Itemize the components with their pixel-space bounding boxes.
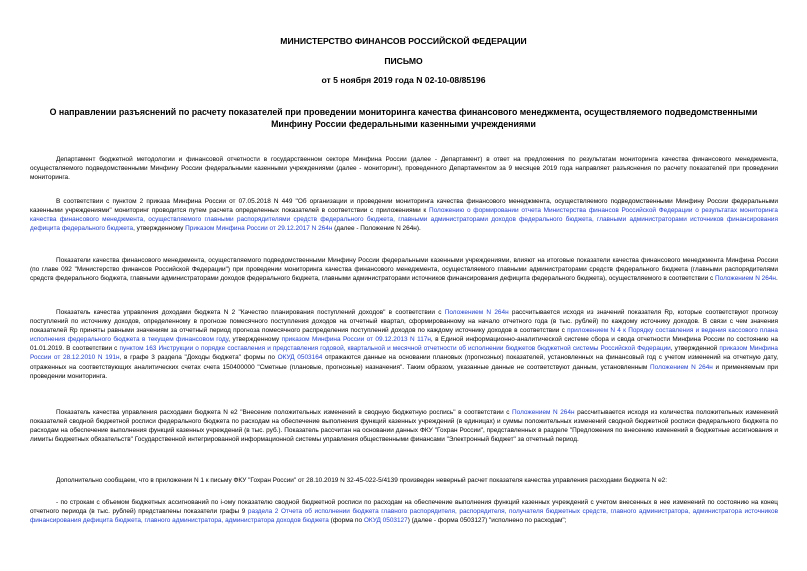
paragraph-text: рассчитывается исходя из значений показателя Rp, которые соответствуют прогнозу поступлений по источнику доходов, определенному в прогнозе помесячного поступления доходов на отчетный квартал, сформированному на начало отчетного года (в тыс. рублей) по каждому источнику доходов. В связи с чем значения показателей Rp приняты равными значениям за отчетный период прогноза помесячного распределения поступлений доходов по каждому источнику доходов в соответствии с: [30, 309, 779, 335]
paragraph-indicators: [30, 256, 778, 283]
ministry-heading: МИНИСТЕРСТВО ФИНАНСОВ РОССИЙСКОЙ ФЕДЕРАЦИИ: [280, 36, 527, 46]
paragraph-text: В соответствии с пунктом 2 приказа Минфина России от 07.05.2018 N 449 "Об организации и проведении мониторинга качества финансового менеджмента, осуществляемого подведомственными Минфину России федеральными казенными учреждениями" мониторинг проводится путем расчета определенных показателей в соответствии с приложениями к: [30, 198, 778, 215]
paragraph-text: , утвержденному: [133, 225, 186, 233]
link-regulation-264n[interactable]: Положением N 264н: [444, 309, 509, 316]
link-okud-0503127[interactable]: ОКУД 0503127: [363, 517, 408, 525]
link-order-117n[interactable]: приказом Минфина России от 09.12.2013 N 117н: [281, 336, 431, 344]
link-order-191n[interactable]: приказом Минфина России от 28.12.2010 N 191н: [30, 345, 778, 362]
paragraph-additional: [30, 476, 778, 485]
link-okud-0503164[interactable]: ОКУД 0503164: [277, 354, 323, 362]
paragraph-text: , в Единой информационно-аналитической системе сбора и свода отчетности Минфина России по состоянию на 01.01.2019. В соответствии с: [30, 336, 778, 353]
link-item-163[interactable]: пунктом 163 Инструкции о порядке составления и представления годовой, квартальной и месячной отчетности об исполнении бюджетов бюджетной системы Российской Федерации: [119, 345, 671, 353]
paragraph-text: , в графе 3 раздела "Доходы бюджета" формы по: [119, 354, 278, 362]
paragraph-text: .: [775, 275, 778, 283]
link-order-264n[interactable]: Приказом Минфина России от 29.12.2017 N 264н: [185, 225, 333, 233]
paragraph-revenue-indicator: [30, 308, 778, 381]
paragraph-expense-indicator: [30, 408, 778, 444]
paragraph-text: и применяемым при проведении мониторинга.: [30, 363, 778, 380]
paragraph-text: - по строкам с объемом бюджетных ассигнований по i-ому показателю сводной бюджетной росписи по расходам на обеспечение выполнения функций казенных учреждений с учетом внесенных в нее изменений по состоянию на конец отчетного периода (в тыс. рублей) представлены показатели графы 9: [30, 499, 778, 516]
link-section-2-report[interactable]: раздела 2 Отчета об исполнении бюджета главного распорядителя, распорядителя, получателя бюджетных средств, главного администратора, администратора источников финансирования дефицита бюджета, главного администратора, администратора доходов бюджета: [30, 508, 778, 525]
paragraph-text: (форма по: [328, 517, 364, 525]
paragraph-text: , утвержденному: [228, 336, 282, 344]
paragraph-list-item: [30, 498, 778, 525]
paragraph-text: Департамент бюджетной методологии и финансовой отчетности в государственном секторе Минфина России (далее - Департамент) в ответ на предложения по результатам мониторинга качества финансового менеджмента, осуществляемого подведомственными Минфину России федеральными казенными учреждениями (далее - мониторинг), проведенного Департаментом за 9 месяцев 2019 года направляет разъяснения по расчету показателей при проведении мониторинга.: [30, 156, 778, 182]
document-title: О направлении разъяснений по расчету показателей при проведении мониторинга качества финансового менеджмента, осуществляемого подведомственными Минфину России федеральными казенными учреждениями: [49, 107, 758, 129]
paragraph-text: рассчитывается исходя из количества положительных изменений показателей сводной бюджетной росписи федерального бюджета по расходам на обеспечение выполнения функций казенных учреждений (в единицах) и суммы положительных изменений сводной бюджетной росписи федерального бюджета по расходам на обеспечение выполнения функций казенных учреждений (в тыс. руб.). Показатель рассчитан на основании данных ФКУ "Гохран России", представленных в разделе "Предложения по внесению изменений в бюджетные ассигнования и лимиты бюджетных обязательств" Государственной интегрированной информационной системы управления общественными финансами "Электронный бюджет" за отчетный период.: [30, 409, 778, 444]
link-regulation-264n[interactable]: Положением N 264н: [650, 363, 713, 371]
document-type-heading: ПИСЬМО: [384, 56, 423, 66]
paragraph-text: Показатели качества финансового менеджмента, осуществляемого подведомственными Минфину России федеральными казенными учреждениями, влияют на итоговые показатели качества финансового менеджмента Минфина России (по главе 092 "Министерство финансов Российской Федерации") при проведении мониторинга качества финансового менеджмента, осуществляемого главными администраторами средств федерального бюджета (главными распорядителями средств федерального бюджета, главными администраторами доходов федерального бюджета, главными администраторами источников финансирования дефицита федерального бюджета), осуществляемого в соответствии с: [30, 257, 778, 283]
link-regulation-report[interactable]: Положению о формировании отчета Министерства финансов Российской Федерации о результатах мониторинга качества финансового менеджмента, осуществляемого главными распорядителями средств федерального бюджета, главными администраторами доходов федерального бюджета, главными администраторами источников финансирования дефицита федерального бюджета: [30, 207, 778, 233]
paragraph-text: Показатель качества управления доходами бюджета N 2 "Качество планирования поступлений доходов" в соответствии с: [56, 309, 445, 316]
link-regulation-264n[interactable]: Положением N 264н: [512, 409, 575, 416]
link-appendix-4[interactable]: приложением N 4 к Порядку составления и ведения кассового плана исполнения федерального бюджета в текущем финансовом году: [30, 327, 778, 344]
paragraph-order-449: [30, 197, 778, 233]
paragraph-text: , утвержденной: [670, 345, 720, 353]
paragraph-text: отражаются данные на основании плановых (прогнозных) показателей, установленных на финансовый год с учетом изменений на отчетную дату, отраженных на соответствующих аналитических счетах счета 150400000 "Сметные (плановые, прогнозные) назначения". Таким образом, указанные данные не соответствуют данным, установленным: [30, 354, 778, 371]
date-number-heading: от 5 ноября 2019 года N 02-10-08/85196: [321, 75, 486, 85]
paragraph-text: ) (далее - форма 0503127) "исполнено по расходам";: [407, 517, 567, 525]
paragraph-text: Дополнительно сообщаем, что в приложении N 1 к письму ФКУ "Гохран России" от 28.10.2019 N 32-45-022-5/4139 произведен неверный расчет показателя качества управления расходами бюджета N e2:: [56, 477, 668, 484]
paragraph-text: (далее - Положение N 264н).: [332, 225, 421, 233]
paragraph-text: Показатель качества управления расходами бюджета N e2 "Внесение положительных изменений в сводную бюджетную роспись" в соответствии с: [56, 409, 513, 416]
link-regulation-264n[interactable]: Положением N 264н: [715, 275, 776, 283]
paragraph-intro: [30, 155, 778, 182]
